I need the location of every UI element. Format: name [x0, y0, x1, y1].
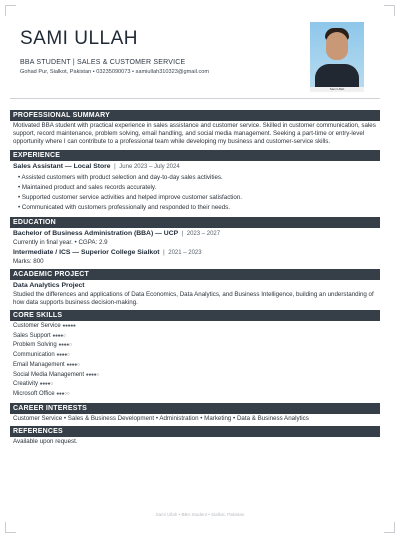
skill-name: Customer Service [13, 323, 63, 330]
list-item: • Maintained product and sales records accurately. [18, 183, 157, 191]
skill-name: Sales Support [13, 332, 53, 339]
photo-face [326, 32, 348, 60]
degree-dates: 2023 – 2027 [186, 230, 221, 237]
project-name: Data Analytics Project [13, 281, 85, 289]
education-entry [10, 228, 380, 239]
skill-rating: ●●●●○ [52, 332, 66, 339]
section-header-summary: PROFESSIONAL SUMMARY [10, 110, 380, 121]
list-item: • Supported customer service activities and helped improve customer satisfaction. [18, 193, 242, 201]
corner-mark [5, 522, 16, 533]
separator: | [179, 230, 185, 237]
resume-header [20, 28, 290, 75]
degree-dates: 2021 – 2023 [168, 250, 202, 257]
project-text: Studied the differences and applications of Data Economics, Data Analytics, and Business Intelligence, building an understanding of how data supports business decision-making. [13, 290, 374, 306]
list-item: • Assisted customers with product selection and day-to-day sales activities. [18, 173, 223, 181]
summary-text: Motivated BBA student with practical experience in sales assistance and customer service. Skilled in customer communication, sales support, record maintenance, problem solving, email handling, and social media management. Seeking a part-time or entry-level opportunity where I can contribute to a professional team while developing my business and customer-service skills. [13, 122, 376, 146]
corner-mark [384, 5, 395, 16]
skill-item [13, 380, 377, 390]
candidate-name: SAMI ULLAH [20, 28, 138, 49]
interests-text: Customer Service • Sales & Business Development • Administration • Marketing • Data & Business Analytics [13, 414, 309, 422]
candidate-title: BBA STUDENT | SALES & CUSTOMER SERVICE [20, 59, 186, 66]
separator: | [112, 163, 118, 170]
references-text: Available upon request. [13, 437, 78, 445]
skill-name: Creativity [13, 381, 40, 388]
skills-list [10, 321, 380, 401]
skill-rating: ●●●●○ [85, 371, 99, 378]
section-header-education: EDUCATION [10, 217, 380, 228]
skill-name: Communication [13, 352, 57, 359]
skill-rating: ●●●●○ [58, 342, 72, 349]
degree-name: Intermediate / ICS — Superior College Sialkot [13, 249, 160, 257]
section-header-references: REFERENCES [10, 426, 380, 437]
section-header-project: ACADEMIC PROJECT [10, 269, 380, 280]
contact-line: Gohad Pur, Sialkot, Pakistan • 03235090073 • samiullah310323@gmail.com [20, 69, 210, 75]
skill-item [13, 361, 377, 371]
photo-caption: Sami Ullah [310, 87, 364, 92]
skill-name: Microsoft Office [13, 390, 57, 397]
job-dates: June 2023 – July 2024 [119, 163, 180, 170]
skill-item [13, 371, 377, 381]
skill-rating: ●●●●○ [39, 381, 53, 388]
skill-name: Email Management [13, 361, 67, 368]
section-header-skills: CORE SKILLS [10, 310, 380, 321]
skill-item [13, 341, 377, 351]
skill-item [13, 351, 377, 361]
resume-body [10, 108, 380, 447]
experience-bullets [10, 172, 380, 215]
education-entry [10, 247, 380, 258]
corner-mark [384, 522, 395, 533]
skill-rating: ●●●●● [62, 323, 76, 330]
skill-item [13, 390, 377, 400]
section-header-experience: EXPERIENCE [10, 150, 380, 161]
skill-item [13, 322, 377, 332]
corner-mark [5, 5, 16, 16]
experience-entry [10, 161, 380, 172]
skill-item [13, 332, 377, 342]
degree-detail: Marks: 800 [13, 258, 44, 266]
skill-rating: ●●●●○ [56, 352, 70, 359]
degree-detail: Currently in final year. • CGPA: 2.9 [13, 238, 108, 246]
degree-name: Bachelor of Business Administration (BBA) — UCP [13, 229, 179, 237]
list-item: • Communicated with customers professionally and responded to their needs. [18, 203, 230, 211]
job-role: Sales Assistant — Local Store [13, 162, 111, 170]
skill-name: Problem Solving [13, 342, 59, 349]
skill-name: Social Media Management [13, 371, 86, 378]
header-divider [10, 98, 380, 99]
skill-rating: ●●●○○ [56, 390, 70, 397]
skill-rating: ●●●●○ [66, 361, 80, 368]
separator: | [161, 250, 167, 257]
profile-photo [310, 22, 364, 92]
section-header-interests: CAREER INTERESTS [10, 403, 380, 414]
page-footer: Sami Ullah • BBA Student • Sialkot, Pakistan [155, 512, 245, 517]
